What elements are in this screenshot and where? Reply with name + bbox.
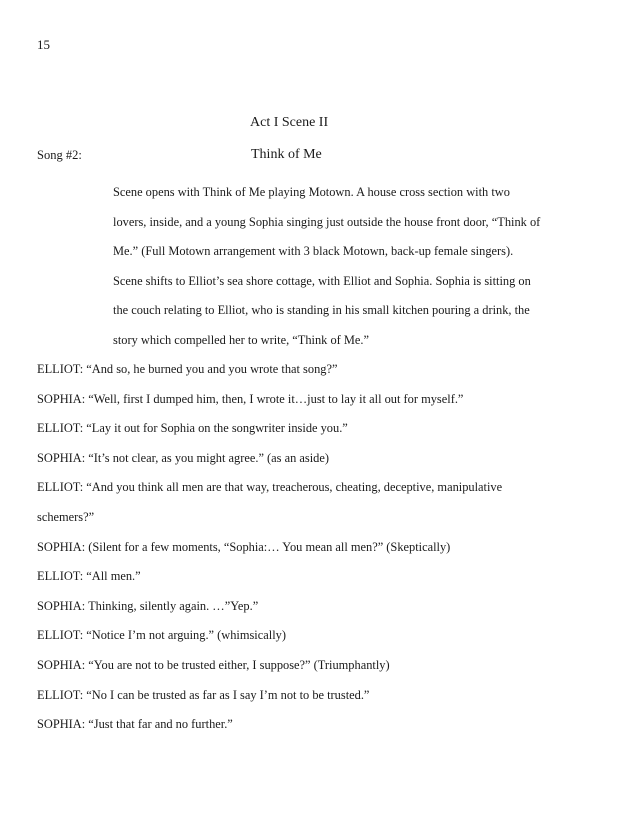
dialogue: [37, 355, 607, 740]
stage-direction: [113, 178, 563, 356]
dialogue-line: SOPHIA: “You are not to be trusted either, I suppose?” (Triumphantly): [37, 657, 390, 672]
stage-direction-line: lovers, inside, and a young Sophia singing just outside the house front door, “Think of: [113, 214, 541, 229]
stage-direction-line: story which compelled her to write, “Think of Me.”: [113, 332, 369, 347]
stage-direction-line: the couch relating to Elliot, who is standing in his small kitchen pouring a drink, the: [113, 303, 530, 318]
dialogue-line: ELLIOT: “No I can be trusted as far as I say I’m not to be trusted.”: [37, 687, 370, 702]
dialogue-line: ELLIOT: “Notice I’m not arguing.” (whimsically): [37, 628, 286, 643]
page-number: 15: [37, 37, 50, 52]
song-title: Think of Me: [251, 147, 322, 162]
dialogue-line: SOPHIA: “It’s not clear, as you might agree.” (as an aside): [37, 450, 329, 465]
dialogue-line: ELLIOT: “Lay it out for Sophia on the songwriter inside you.”: [37, 421, 348, 436]
dialogue-line: SOPHIA: (Silent for a few moments, “Sophia:… You mean all men?” (Skeptically): [37, 539, 451, 554]
song-label: Song #2:: [37, 148, 82, 162]
stage-direction-line: Me.” (Full Motown arrangement with 3 black Motown, back-up female singers).: [113, 244, 514, 259]
stage-direction-line: Scene shifts to Elliot’s sea shore cottage, with Elliot and Sophia. Sophia is sitting on: [113, 273, 531, 288]
dialogue-line: ELLIOT: “And so, he burned you and you wrote that song?”: [37, 362, 338, 376]
scene-title: Act I Scene II: [250, 115, 329, 130]
stage-direction-line: Scene opens with Think of Me playing Motown. A house cross section with two: [113, 185, 510, 199]
dialogue-line: ELLIOT: “All men.”: [37, 569, 141, 584]
dialogue-line: schemers?”: [37, 509, 95, 524]
dialogue-line: SOPHIA: “Just that far and no further.”: [37, 717, 233, 732]
dialogue-line: SOPHIA: “Well, first I dumped him, then, I wrote it…just to lay it all out for myself.”: [37, 391, 464, 406]
dialogue-line: SOPHIA: Thinking, silently again. …”Yep.”: [37, 598, 259, 613]
dialogue-line: ELLIOT: “And you think all men are that way, treacherous, cheating, deceptive, manipulative: [37, 480, 503, 495]
